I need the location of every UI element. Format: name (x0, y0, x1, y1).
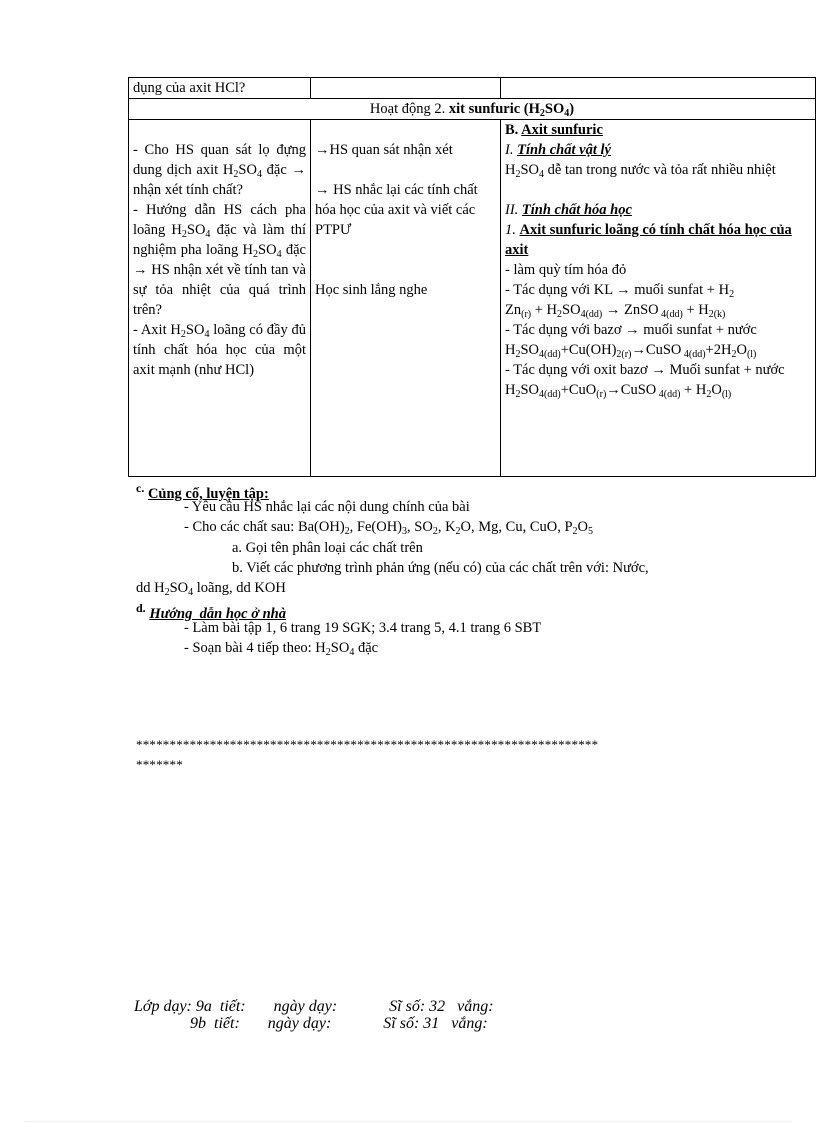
homework-line-1: - Làm bài tập 1, 6 trang 19 SGK; 3.4 trang 5, 4.1 trang 6 SBT (184, 620, 542, 636)
consolidation-line-1: - Yêu cầu HS nhắc lại các nội dung chính của bài (184, 499, 470, 515)
teacher-activity-3: - Axit $H_2SO_4$ loãng có đầy đủ tính chất hóa học của một axit mạnh (như HCl) (133, 322, 306, 378)
activity-header: Hoạt động 2. xit sunfuric $(H_2SO_4)$ (129, 99, 816, 120)
top-row-col3 (501, 78, 816, 99)
equation-2: $H_2SO_{4(dd)}+Cu(OH)_{2(r)}\to CuSO$ $_{4(dd)}+2H_2O_{(l)}$ (505, 342, 757, 360)
class-schedule-row-2: 9b tiết: ngày dạy: Sĩ số: 31 vắng: (134, 1015, 488, 1032)
consolidation-line-4: b. Viết các phương trình phản ứng (nếu có) của các chất trên với: Nước, (232, 560, 649, 576)
activity-header-row (129, 99, 816, 120)
teacher-activities-cell (129, 120, 311, 477)
teacher-activity-1: - Cho HS quan sát lọ đựng dung dịch axit $H_2SO_4$ đặc → nhận xét tính chất? (133, 142, 307, 198)
section-heading: B. Axit sunfuric (505, 122, 603, 138)
content-cell (501, 120, 816, 477)
property-2: - Tác dụng với KL → muối sunfat + $H_2$ (505, 282, 735, 300)
student-activity-1: →HS quan sát nhận xét (315, 142, 453, 158)
divider-line-2: ******* (136, 757, 183, 772)
table-top-row (129, 78, 816, 99)
equation-1: $Zn_{(r)} + H_2SO_{4(dd)}$ → ZnSO $_{4(dd)} + H_{2(k)}$ (505, 302, 726, 320)
student-activity-3: Học sinh lắng nghe (315, 282, 428, 298)
activity-body-row (129, 120, 816, 477)
top-row-col2 (311, 78, 501, 99)
part2a-heading: 1. Axit sunfuric loãng có tính chất hóa học của axit (505, 222, 792, 258)
homework-heading: $^{d.}$ Hướng dẫn học ở nhà (136, 601, 286, 622)
consolidation-line-5: dd $H_2SO_4$ loãng, dd KOH (136, 580, 286, 598)
homework-line-2: - Soạn bài 4 tiếp theo: $H_2SO_4$ đặc (184, 640, 379, 658)
page-edge (24, 1121, 794, 1122)
teacher-activity-2: - Hướng dẫn HS cách pha loãng $H_2SO_4$ đặc và làm thí nghiệm pha loãng $H_2SO_4$ đặc → HS nhận xét về tính tan và sự tỏa nhiệt của quá trình trên? (133, 202, 307, 318)
property-4: - Tác dụng với oxit bazơ → Muối sunfat + nước (505, 362, 785, 378)
consolidation-line-3: a. Gọi tên phân loại các chất trên (232, 540, 423, 556)
divider-line-1: ********************************************************************* (136, 737, 599, 752)
top-row-col1: dụng của axit HCl? (129, 78, 311, 99)
property-1: - làm quỳ tím hóa đỏ (505, 262, 627, 278)
part2-heading: II. Tính chất hóa học (505, 202, 632, 218)
class-schedule-row-1: Lớp dạy: 9a tiết: ngày dạy: Sĩ số: 32 vắng: (134, 998, 494, 1015)
property-3: - Tác dụng với bazơ → muối sunfat + nước (505, 322, 757, 338)
consolidation-heading: $^{c.}$ Củng cố, luyện tập: (136, 481, 269, 502)
student-activity-2: → HS nhắc lại các tính chất hóa học của axit và viết các PTPƯ (315, 182, 478, 238)
consolidation-line-2: - Cho các chất sau: $Ba(OH)_2$, $Fe(OH)_3$, $SO_2$, $K_2O$, Mg, Cu, CuO, $P_2O_5$ (184, 519, 594, 537)
part1-text: $H_2SO_4$ dễ tan trong nước và tỏa rất nhiều nhiệt (505, 162, 776, 180)
part1-heading: I. Tính chất vật lý (505, 142, 611, 158)
equation-3: $H_2SO_{4(dd)}+CuO_{(r)}\to CuSO$ $_{4(dd)} + H_2O_{(l)}$ (505, 382, 732, 400)
student-activities-cell (311, 120, 501, 477)
lesson-table (128, 77, 816, 477)
